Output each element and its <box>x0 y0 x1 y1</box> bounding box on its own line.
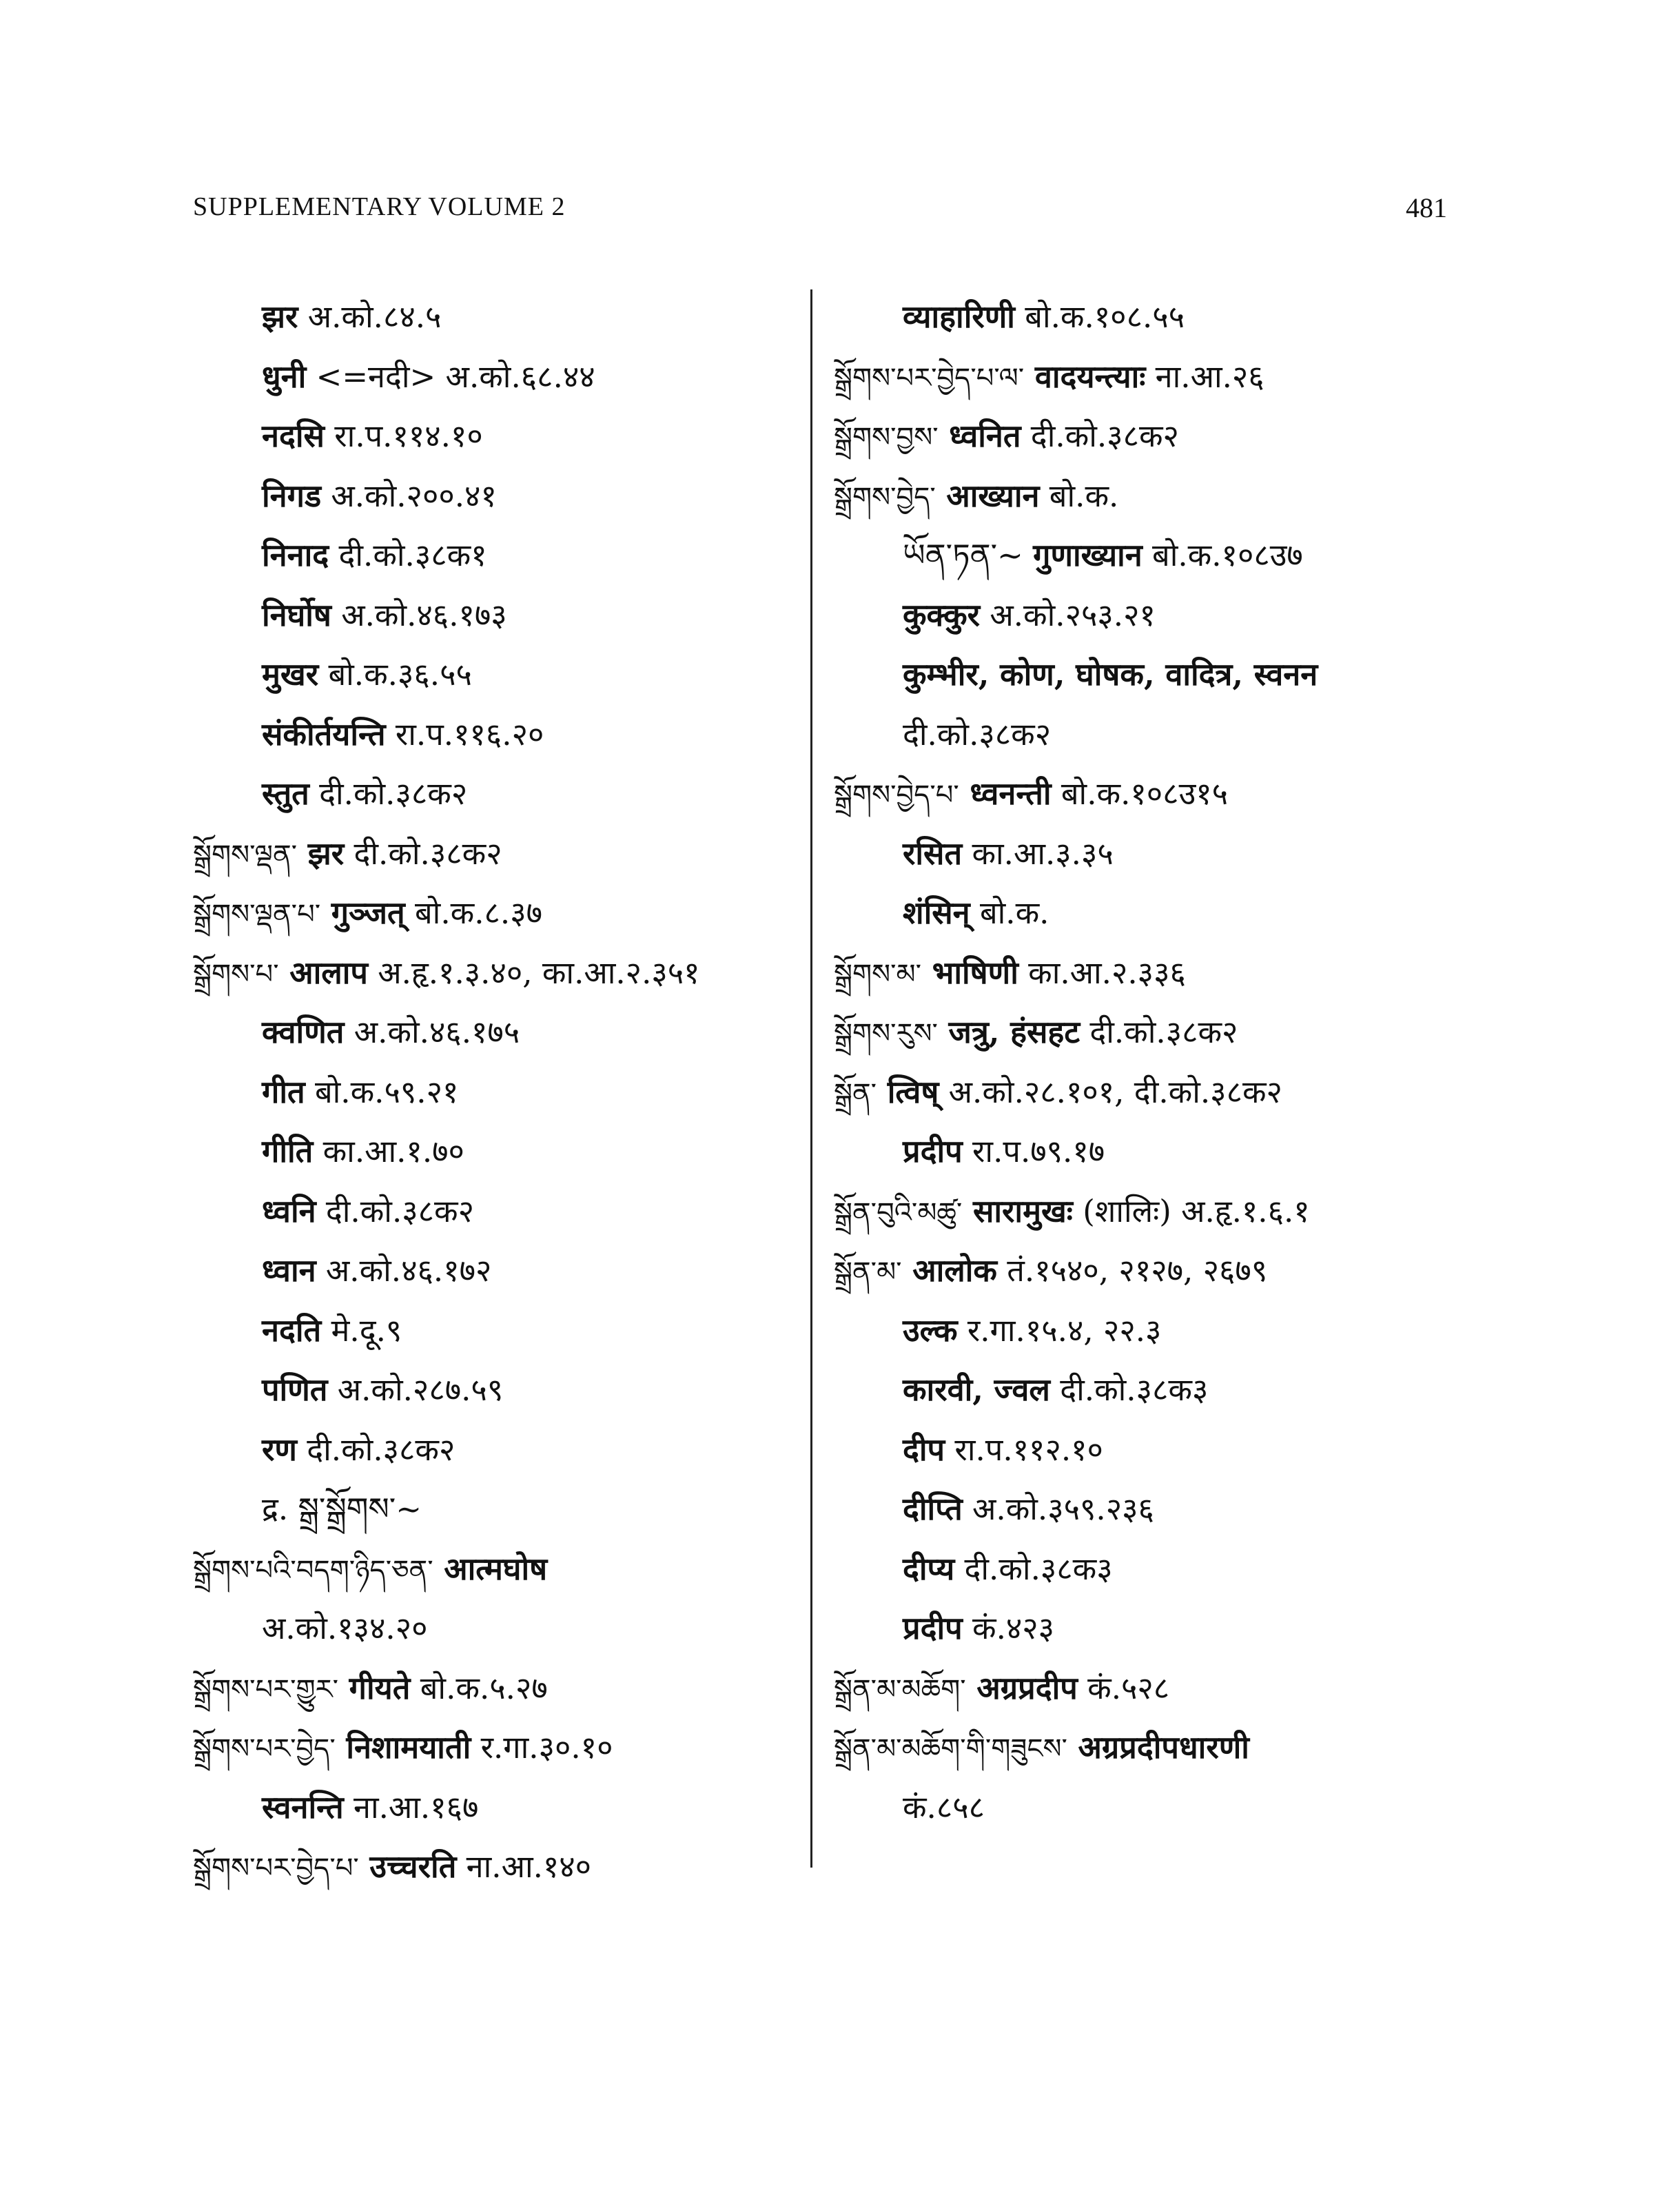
sanskrit-equivalent: व्याहारिणी <box>903 298 1015 335</box>
source-reference: दी.को.३८क३ <box>954 1550 1113 1587</box>
tibetan-term: སྒྲོགས་བྱེད་ <box>834 481 936 513</box>
entry-sub-line <box>262 1369 503 1411</box>
sanskrit-equivalent: मुखर <box>262 656 319 693</box>
entry-headword-line <box>834 476 1118 518</box>
source-reference: र.गा.३०.१० <box>471 1729 613 1766</box>
entry-sub-line <box>262 1489 422 1530</box>
source-reference: रा.प.११४.१० <box>324 418 483 454</box>
source-reference: कं.४२३ <box>962 1610 1055 1646</box>
entry-headword-line <box>834 1727 1249 1770</box>
sanskrit-equivalent: आलाप <box>278 954 368 991</box>
source-reference: दी.को.३८क२ <box>316 1192 475 1229</box>
sanskrit-equivalent: दीप्ति <box>903 1491 963 1527</box>
source-reference: का.आ.३.३५ <box>962 835 1114 872</box>
tibetan-term: སྒྲོགས་བྱེད་པ་ <box>834 779 959 811</box>
source-reference: बो.क.५.२७ <box>410 1669 548 1706</box>
tibetan-term: སྒྲོན་མ་མཆོག་གི་གཟུངས་ <box>834 1733 1067 1765</box>
entry-sub-line <box>262 1608 428 1649</box>
sanskrit-equivalent: उल्क <box>903 1311 958 1349</box>
entry-headword-line <box>834 1012 1238 1054</box>
sanskrit-equivalent: गीयते <box>338 1669 411 1706</box>
tibetan-term: སྒྲོན་ <box>834 1077 877 1110</box>
source-reference: अ.को.२८.१०१, दी.को.३८क२ <box>939 1073 1282 1110</box>
entry-sub-line <box>262 595 507 636</box>
tibetan-term: སྒྲོགས་ལྡན་ <box>193 839 298 871</box>
page-number: 481 <box>1406 192 1447 223</box>
entry-sub-line <box>262 654 472 695</box>
entry-headword-line <box>834 1668 1169 1710</box>
tibetan-term: སྒྲོན་མ་ <box>834 1256 902 1288</box>
entry-headword-line <box>834 773 1228 816</box>
source-reference: बो.क.१०८उ१५ <box>1051 775 1229 812</box>
source-reference: ཡོན་ཏན་~ <box>903 537 1034 573</box>
sanskrit-equivalent: ध्वनि <box>262 1192 316 1229</box>
sanskrit-equivalent: वादयन्त्याः <box>1024 358 1146 395</box>
source-reference: <=नदी> अ.को.६८.४४ <box>306 358 595 395</box>
sanskrit-equivalent: नदसि <box>262 418 325 454</box>
sanskrit-equivalent: सारामुखः <box>962 1192 1073 1229</box>
sanskrit-equivalent: ध्वान <box>262 1252 316 1289</box>
sanskrit-equivalent: दीप्य <box>903 1550 955 1587</box>
sanskrit-equivalent: निर्घोष <box>262 596 331 633</box>
sanskrit-equivalent: गीति <box>262 1133 314 1169</box>
sanskrit-equivalent: आलोक <box>901 1252 997 1289</box>
sanskrit-equivalent: निगड <box>262 477 322 514</box>
source-reference: ना.आ.१४० <box>456 1848 592 1885</box>
entry-sub-line <box>903 1429 1103 1471</box>
source-reference: बो.क.१०८उ७ <box>1142 537 1303 573</box>
sanskrit-equivalent: क्वणित <box>262 1014 345 1050</box>
sanskrit-equivalent: झर <box>297 835 345 872</box>
sanskrit-equivalent: रसित <box>903 835 963 872</box>
entry-sub-line <box>262 1429 455 1471</box>
entry-sub-line <box>903 892 1049 934</box>
entry-sub-line <box>903 1369 1208 1411</box>
tibetan-term: སྒྲོགས་པའི་བདག་ཉིད་ཅན་ <box>193 1554 433 1586</box>
source-reference: अ.को.४६.१७३ <box>331 596 507 633</box>
sanskrit-equivalent: धुनी <box>262 358 307 395</box>
sanskrit-equivalent: अग्रप्रदीपधारणी <box>1067 1729 1249 1766</box>
entry-headword-line <box>834 416 1179 458</box>
entry-sub-line <box>262 476 497 517</box>
entry-headword-line <box>193 1727 613 1770</box>
entry-sub-line <box>903 833 1114 875</box>
sanskrit-equivalent: गीत <box>262 1073 305 1110</box>
source-reference: बो.क. <box>1039 477 1119 514</box>
source-reference: कं.८५८ <box>903 1788 985 1826</box>
source-reference: अ.को.४६.१७५ <box>344 1014 520 1050</box>
source-reference: रा.प.११६.२० <box>385 715 544 753</box>
source-reference: तं.१५४०, २१२७, २६७९ <box>996 1252 1268 1289</box>
sanskrit-equivalent: कुम्भीर, कोण, घोषक, वादित्र, स्वनन <box>903 656 1318 693</box>
column-divider <box>810 289 812 1868</box>
entry-sub-line <box>262 1310 402 1351</box>
entry-sub-line <box>262 1072 458 1113</box>
source-reference: दी.को.३८क३ <box>1049 1371 1209 1408</box>
entry-sub-line <box>903 714 1051 755</box>
source-reference: अ.को.८४.५ <box>298 298 442 335</box>
entry-sub-line <box>903 1489 1154 1530</box>
source-reference: बो.क.३६.५५ <box>318 656 472 693</box>
source-reference: (शालिः) अ.हृ.१.६.१ <box>1072 1192 1310 1229</box>
entry-headword-line <box>834 952 1186 995</box>
sanskrit-equivalent: कुक्कुर <box>903 596 981 633</box>
entry-headword-line <box>193 1846 591 1889</box>
entry-headword-line <box>193 892 542 935</box>
sanskrit-equivalent: रण <box>262 1431 297 1468</box>
source-reference: अ.को.१३४.२० <box>262 1610 428 1646</box>
entry-sub-line <box>903 296 1185 338</box>
source-reference: बो.क.५९.२१ <box>305 1073 459 1110</box>
sanskrit-equivalent: भाषिणी <box>921 954 1018 991</box>
source-reference: अ.हृ.१.३.४०, का.आ.२.३५१ <box>368 954 700 991</box>
sanskrit-equivalent: प्रदीप <box>903 1610 963 1646</box>
entry-sub-line <box>262 535 487 576</box>
sanskrit-equivalent: प्रदीप <box>903 1133 963 1169</box>
sanskrit-equivalent: गुञ्जत् <box>320 895 405 931</box>
source-reference: ना.आ.२६ <box>1145 358 1264 395</box>
sanskrit-equivalent: ध्वनित <box>938 418 1021 454</box>
source-reference: दी.को.३८क२ <box>344 835 502 872</box>
tibetan-term: སྒྲོགས་བྱས་ <box>834 422 939 453</box>
source-reference: ना.आ.१६७ <box>343 1788 479 1826</box>
entry-sub-line <box>903 1549 1113 1590</box>
source-reference: दी.को.३८क१ <box>329 537 487 573</box>
sanskrit-equivalent: त्विष् <box>877 1073 939 1110</box>
entry-sub-line <box>262 1131 464 1172</box>
tibetan-term: སྒྲོན་བུའི་མཚུ་ <box>834 1196 963 1229</box>
entry-headword-line <box>834 356 1264 399</box>
tibetan-term: སྒྲོགས་པར་བྱེད་ <box>193 1733 336 1765</box>
sanskrit-equivalent: निनाद <box>262 537 329 573</box>
tibetan-term: སྒྲོགས་པར་བྱེད་པ་ལ་ <box>834 362 1025 394</box>
source-reference: र.गा.१५.४, २२.३ <box>957 1311 1162 1349</box>
entry-sub-line <box>903 1787 985 1828</box>
tibetan-term: སྒྲོགས་པར་བྱེད་པ་ <box>193 1852 359 1884</box>
entry-sub-line <box>262 1191 474 1232</box>
sanskrit-equivalent: शंसिन् <box>903 895 970 931</box>
tibetan-term: སྒྲོགས་རུས་ <box>834 1018 938 1050</box>
tibetan-term: སྒྲོགས་པ་ <box>193 958 279 990</box>
entry-headword-line <box>193 1549 547 1591</box>
source-reference: बो.क.१०८.५५ <box>1014 298 1185 335</box>
source-reference: दी.को.३८क२ <box>903 715 1052 753</box>
tibetan-term: སྒྲོགས་པར་གྱུར་ <box>193 1673 338 1706</box>
sanskrit-equivalent: अग्रप्रदीप <box>965 1669 1078 1706</box>
sanskrit-equivalent: स्वनन्ति <box>262 1788 344 1826</box>
source-reference: बो.क. <box>970 895 1049 931</box>
entry-sub-line <box>903 1310 1161 1351</box>
sanskrit-equivalent: आत्मघोष <box>433 1550 548 1587</box>
entry-sub-line <box>903 535 1303 576</box>
entry-sub-line <box>262 296 441 338</box>
source-reference: रा.प.११२.१० <box>945 1431 1103 1468</box>
page-header-left: SUPPLEMENTARY VOLUME 2 <box>193 192 566 221</box>
sanskrit-equivalent: कारवी, ज्वल <box>903 1371 1050 1408</box>
entry-sub-line <box>262 714 544 755</box>
source-reference: दी.को.३८क२ <box>309 775 468 812</box>
source-reference: अ.को.४६.१७२ <box>316 1252 492 1289</box>
entry-sub-line <box>262 1012 520 1053</box>
entry-headword-line <box>193 952 700 995</box>
entry-sub-line <box>262 773 467 815</box>
source-reference: दी.को.३८क२ <box>1021 418 1179 454</box>
source-reference: रा.प.७९.१७ <box>962 1133 1105 1169</box>
sanskrit-equivalent: झर <box>262 298 298 335</box>
sanskrit-equivalent: स्तुत <box>262 775 309 812</box>
entry-headword-line <box>193 833 502 876</box>
sanskrit-equivalent: उच्चरति <box>358 1848 457 1885</box>
entry-sub-line <box>903 1608 1054 1649</box>
entry-sub-line <box>262 1787 478 1828</box>
source-reference: का.आ.१.७० <box>313 1133 464 1169</box>
entry-headword-line <box>834 1072 1282 1114</box>
sanskrit-equivalent: नदति <box>262 1311 322 1349</box>
tibetan-term: སྒྲོན་མ་མཆོག་ <box>834 1673 966 1706</box>
entry-sub-line <box>903 654 1318 695</box>
sanskrit-equivalent: पणित <box>262 1371 328 1408</box>
entry-headword-line <box>193 1668 548 1710</box>
source-reference: का.आ.२.३३६ <box>1018 954 1186 991</box>
entry-sub-line <box>262 356 595 398</box>
sanskrit-equivalent: संकीर्तयन्ति <box>262 715 386 753</box>
sanskrit-equivalent: दीप <box>903 1431 945 1468</box>
sanskrit-equivalent: ध्वनन्ती <box>959 775 1052 812</box>
entry-headword-line <box>834 1250 1267 1293</box>
source-reference: अ.को.२५३.२१ <box>980 596 1156 633</box>
entry-headword-line <box>834 1191 1310 1234</box>
sanskrit-equivalent: आख्यान <box>935 477 1040 514</box>
source-reference: द्र. སྒྲ་སྒྲོགས་~ <box>262 1491 422 1527</box>
entry-sub-line <box>262 416 483 457</box>
source-reference: अ.को.३५९.२३६ <box>962 1491 1154 1527</box>
source-reference: कं.५२८ <box>1077 1669 1170 1706</box>
source-reference: अ.को.२००.४१ <box>321 477 497 514</box>
source-reference: दी.को.३८क२ <box>296 1431 455 1468</box>
sanskrit-equivalent: निशामयाती <box>335 1729 471 1766</box>
entry-sub-line <box>903 1131 1105 1172</box>
source-reference: अ.को.२८७.५९ <box>327 1371 504 1408</box>
entry-sub-line <box>903 595 1156 636</box>
tibetan-term: སྒྲོགས་མ་ <box>834 958 922 990</box>
sanskrit-equivalent: गुणाख्यान <box>1033 537 1143 573</box>
entry-sub-line <box>262 1250 491 1291</box>
source-reference: दी.को.३८क२ <box>1080 1014 1238 1050</box>
tibetan-term: སྒྲོགས་ལྡན་པ་ <box>193 899 321 930</box>
source-reference: बो.क.८.३७ <box>404 895 542 931</box>
sanskrit-equivalent: जत्रु, हंसहट <box>937 1014 1080 1050</box>
source-reference: मे.दू.९ <box>321 1311 402 1349</box>
